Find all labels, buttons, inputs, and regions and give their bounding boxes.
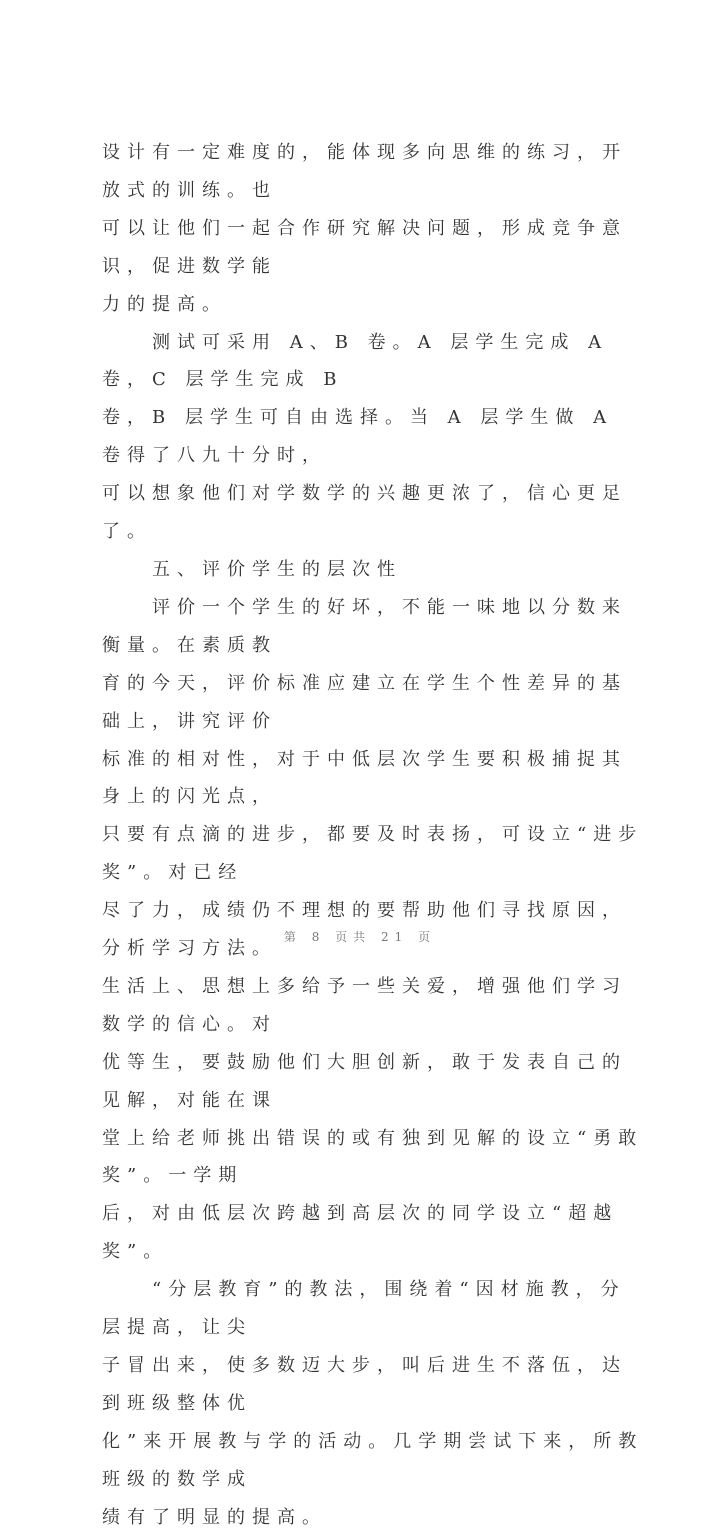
text-line: 可以让他们一起合作研究解决问题，形成竞争意识，促进数学能: [102, 217, 627, 277]
text-line: 测试可采用 A、B 卷。A 层学生完成 A 卷，C 层学生完成 B: [102, 331, 609, 391]
document-body: [102, 134, 647, 1537]
text-line: 子冒出来，使多数迈大步，叫后进生不落伍，达到班级整体优: [102, 1355, 627, 1414]
text-line: 尽了力，成绩仍不理想的要帮助他们寻找原因，分析学习方法。: [102, 900, 627, 960]
text-line: 评价一个学生的好坏，不能一味地以分数来衡量。在素质教: [102, 596, 627, 656]
text-line: 优等生，要鼓励他们大胆创新，敢于发表自己的见解，对能在课: [102, 1051, 627, 1111]
text-line: 五、评价学生的层次性: [102, 558, 402, 580]
text-line: 后，对由低层次跨越到高层次的同学设立“超越奖”。: [102, 1203, 619, 1263]
text-line: 设计有一定难度的，能体现多向思维的练习，开放式的训练。也: [102, 142, 627, 201]
text-line: 可以想象他们对学数学的兴趣更浓了，信心更足了。: [102, 483, 627, 543]
paragraph: [102, 134, 647, 324]
paragraph: [102, 1271, 647, 1536]
text-line: “分层教育”的教法，围绕着“因材施教，分层提高，让尖: [102, 1279, 626, 1339]
text-line: 绩有了明显的提高。: [102, 1506, 327, 1528]
text-line: 化”来开展教与学的活动。几学期尝试下来，所教班级的数学成: [102, 1430, 644, 1490]
text-line: 卷，B 层学生可自由选择。当 A 层学生做 A 卷得了八九十分时，: [102, 407, 614, 467]
text-line: 只要有点滴的进步，都要及时表扬，可设立“进步奖”。对已经: [102, 824, 644, 884]
text-line: 力的提高。: [102, 293, 227, 315]
text-line: 生活上、思想上多给予一些关爱，增强他们学习数学的信心。对: [102, 975, 627, 1035]
text-line: 堂上给老师挑出错误的或有独到见解的设立“勇敢奖”。一学期: [102, 1127, 644, 1187]
section-heading: [102, 551, 647, 589]
text-line: 标准的相对性，对于中低层次学生要积极捕捉其身上的闪光点，: [102, 748, 627, 808]
page-footer: 第 8 页共 21 页: [283, 930, 437, 944]
paragraph: [102, 324, 647, 551]
text-line: 育的今天，评价标准应建立在学生个性差异的基础上，讲究评价: [102, 672, 627, 732]
